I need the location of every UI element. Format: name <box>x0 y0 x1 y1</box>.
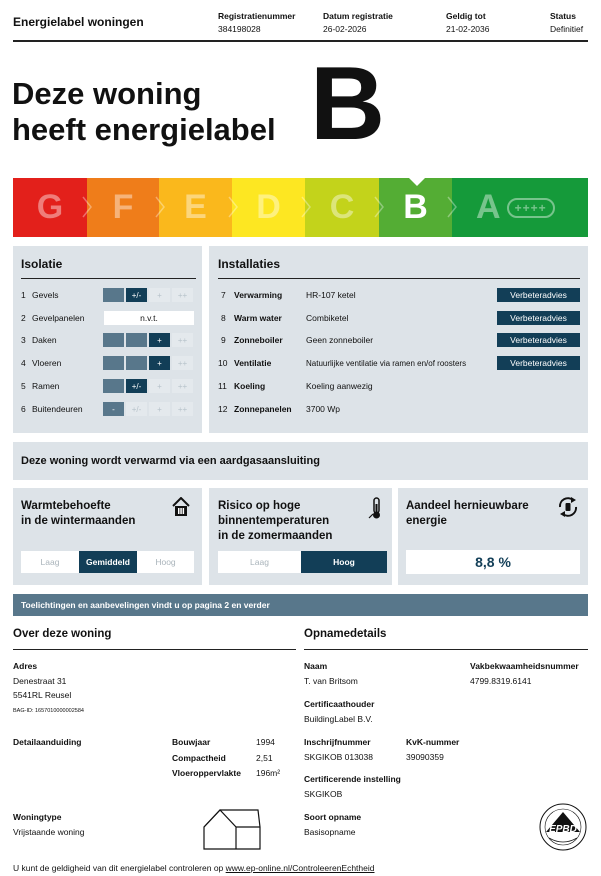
score-cell-active: - <box>103 402 124 416</box>
isolatie-row-gevelpanelen: 2 Gevelpanelen n.v.t. <box>21 311 194 325</box>
score-cell: ++ <box>172 379 193 393</box>
bouwjaar-value: 1994 <box>256 737 275 747</box>
scale-bar-g: G <box>13 178 87 237</box>
bouwjaar-label: Bouwjaar <box>172 737 211 747</box>
inschrijfnummer-value: SKGIKOB 013038 <box>304 752 373 762</box>
document-title: Energielabel woningen <box>13 15 144 29</box>
over-woning-rule <box>13 649 296 650</box>
isolatie-row-ramen: 5 Ramen +/- + ++ <box>21 379 195 393</box>
score-cell <box>103 379 124 393</box>
datum-registratie-value: 26-02-2026 <box>323 24 367 34</box>
renewable-cycle-icon <box>556 495 580 519</box>
isolatie-rule <box>21 278 196 279</box>
vakbekwaamheidsnummer-label: Vakbekwaamheidsnummer <box>470 661 579 671</box>
scale-bar-f: F <box>87 178 159 237</box>
over-woning-title: Over deze woning <box>13 628 112 640</box>
soort-opname-value: Basisopname <box>304 827 356 837</box>
soort-opname-label: Soort opname <box>304 812 362 822</box>
geldig-tot-value: 21-02-2036 <box>446 24 490 34</box>
isolatie-row-gevels: 1 Gevels +/- + ++ <box>21 288 195 302</box>
thermometer-icon <box>368 496 386 520</box>
registratienummer-label: Registratienummer <box>218 11 296 21</box>
certificerende-instelling-label: Certificerende instelling <box>304 774 401 784</box>
score-cell <box>126 333 147 347</box>
score-cell: ++ <box>172 402 193 416</box>
scale-bar-e: E <box>159 178 232 237</box>
nvt-value: n.v.t. <box>104 311 194 325</box>
kvk-nummer-label: KvK-nummer <box>406 737 460 747</box>
opnamedetails-rule <box>304 649 588 650</box>
score-cell-active: + <box>149 333 170 347</box>
inschrijfnummer-label: Inschrijfnummer <box>304 737 371 747</box>
scale-bar-d: D <box>232 178 305 237</box>
isolatie-row-buitendeuren: 6 Buitendeuren - +/- + ++ <box>21 402 195 416</box>
score-cell <box>103 288 124 302</box>
adres-postcode-plaats: 5541RL Reusel <box>13 690 72 700</box>
woningtype-value: Vrijstaande woning <box>13 827 85 837</box>
installaties-rule <box>218 278 580 279</box>
hero-energy-label: B <box>310 46 386 162</box>
vloeroppervlakte-value: 196m² <box>256 768 281 778</box>
ep-online-link[interactable]: www.ep-online.nl/ControleerenEchtheid <box>225 863 375 873</box>
epbd-seal-logo <box>538 802 588 852</box>
hero-line-1: Deze woning <box>12 76 202 111</box>
isolatie-row-daken: 3 Daken + ++ <box>21 333 195 347</box>
warmte-option-gemiddeld-selected: Gemiddeld <box>79 551 137 573</box>
kvk-nummer-value: 39090359 <box>406 752 444 762</box>
isolatie-title: Isolatie <box>21 257 63 271</box>
risico-option-hoog-selected: Hoog <box>301 551 387 573</box>
svg-text:EPBD: EPBD <box>549 824 577 835</box>
warmte-option-laag: Laag <box>21 551 79 573</box>
certificaathouder-label: Certificaathouder <box>304 699 375 709</box>
header-rule <box>13 40 588 42</box>
status-value: Definitief <box>550 24 584 34</box>
score-cell: +/- <box>126 402 147 416</box>
woningtype-label: Woningtype <box>13 812 62 822</box>
score-cell: ++ <box>172 288 193 302</box>
verwarming-info-text: Deze woning wordt verwarmd via een aardgasaansluiting <box>21 455 320 467</box>
score-cell: + <box>149 288 170 302</box>
installatie-row-ventilatie: 10 Ventilatie Natuurlijke ventilatie via ramen en/of roosters <box>218 358 467 368</box>
score-cell: + <box>149 379 170 393</box>
installaties-title: Installaties <box>218 257 281 271</box>
verbeteradvies-button-zonneboiler[interactable]: Verbeteradvies <box>497 333 580 347</box>
score-cell-active: +/- <box>126 288 147 302</box>
installatie-row-warm-water: 8 Warm water Combiketel <box>221 313 349 323</box>
compactheid-value: 2,51 <box>256 753 273 763</box>
detached-house-icon <box>202 805 264 851</box>
scale-chevrons <box>13 178 588 237</box>
installatie-row-zonnepanelen: 12 Zonnepanelen 3700 Wp <box>218 404 341 414</box>
scale-bar-a: A ++++ <box>452 178 588 237</box>
geldig-tot-label: Geldig tot <box>446 11 486 21</box>
score-cell-active: + <box>149 356 170 370</box>
certificaathouder-value: BuildingLabel B.V. <box>304 714 373 724</box>
scale-bar-b-active: B <box>379 178 452 237</box>
registratienummer-value: 384198028 <box>218 24 261 34</box>
oververhitting-risico-title: Risico op hoge binnentemperaturen in de zomermaanden <box>218 500 333 542</box>
a-plus-badge: ++++ <box>507 198 555 218</box>
naam-label: Naam <box>304 661 328 671</box>
adres-label: Adres <box>13 661 38 671</box>
naam-value: T. van Britsom <box>304 676 358 686</box>
installatie-row-zonneboiler: 9 Zonneboiler Geen zonneboiler <box>221 335 374 345</box>
isolatie-row-vloeren: 4 Vloeren + ++ <box>21 356 195 370</box>
score-cell <box>103 356 124 370</box>
verbeteradvies-button-verwarming[interactable]: Verbeteradvies <box>497 288 580 302</box>
hernieuwbare-energie-title: Aandeel hernieuwbare energie <box>406 500 529 527</box>
risico-option-laag: Laag <box>218 551 301 573</box>
warmtebehoefte-title: Warmtebehoefte in de wintermaanden <box>21 500 136 527</box>
score-cell: ++ <box>172 333 193 347</box>
installatie-row-koeling: 11 Koeling Koeling aanwezig <box>218 381 373 391</box>
score-cell <box>126 356 147 370</box>
verbeteradvies-button-ventilatie[interactable]: Verbeteradvies <box>497 356 580 370</box>
verbeteradvies-button-warm-water[interactable]: Verbeteradvies <box>497 311 580 325</box>
datum-registratie-label: Datum registratie <box>323 11 393 21</box>
scale-bar-c: C <box>305 178 379 237</box>
score-cell-active: +/- <box>126 379 147 393</box>
score-cell: ++ <box>172 356 193 370</box>
opnamedetails-title: Opnamedetails <box>304 628 387 640</box>
warmte-option-hoog: Hoog <box>137 551 194 573</box>
house-heat-icon <box>172 497 190 517</box>
score-cell: + <box>149 402 170 416</box>
adres-straat: Denestraat 31 <box>13 676 67 686</box>
installatie-row-verwarming: 7 Verwarming HR-107 ketel <box>221 290 356 300</box>
detailaanduiding-label: Detailaanduiding <box>13 737 82 747</box>
toelichting-banner: Toelichtingen en aanbevelingen vindt u op pagina 2 en verder <box>13 594 588 616</box>
score-cell <box>103 333 124 347</box>
status-label: Status <box>550 11 576 21</box>
hernieuwbare-energie-value: 8,8 % <box>406 550 580 574</box>
compactheid-label: Compactheid <box>172 753 226 763</box>
vloeroppervlakte-label: Vloeroppervlakte <box>172 768 241 778</box>
bag-id: BAG-ID: 1657010000002584 <box>13 708 84 714</box>
footer-text: U kunt de geldigheid van dit energielabel controleren op www.ep-online.nl/ControleerenEchtheid <box>13 863 375 873</box>
vakbekwaamheidsnummer-value: 4799.8319.6141 <box>470 676 532 686</box>
hero-line-2: heeft energielabel <box>12 112 276 147</box>
certificerende-instelling-value: SKGIKOB <box>304 789 343 799</box>
